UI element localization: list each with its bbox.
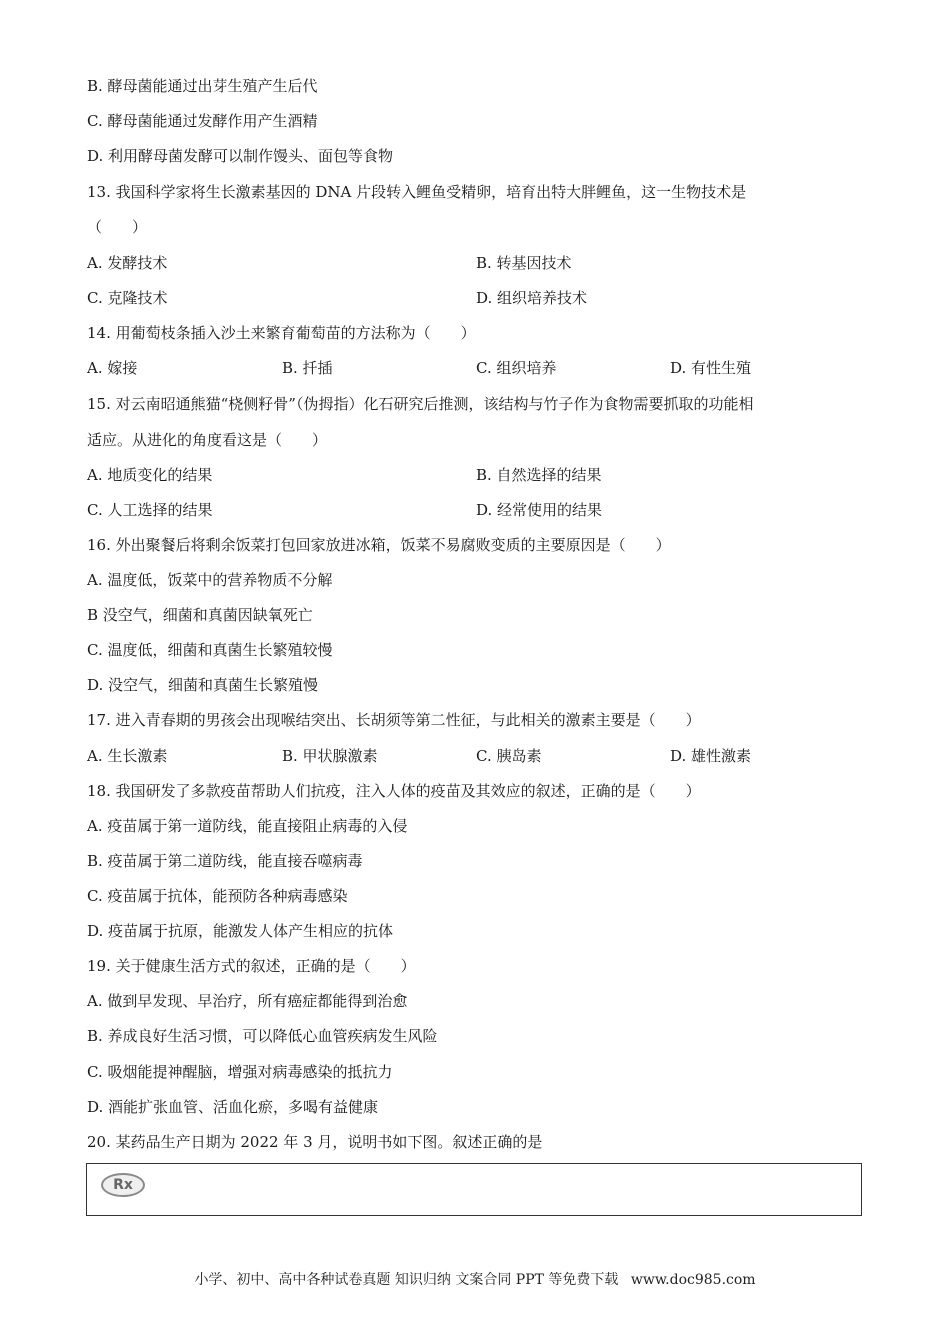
q14-option-b: B. 扦插 (282, 359, 333, 377)
q15-stem-cont: 适应。从进化的角度看这是（ ） (87, 431, 328, 449)
footer-url: www.doc985.com (630, 1272, 756, 1288)
q14-stem: 14. 用葡萄枝条插入沙土来繁育葡萄苗的方法称为（ ） (87, 324, 476, 342)
q17-option-b: B. 甲状腺激素 (282, 747, 378, 765)
q16-option-d: D. 没空气，细菌和真菌生长繁殖慢 (87, 676, 319, 694)
q16-option-a: A. 温度低，饭菜中的营养物质不分解 (87, 571, 333, 589)
q13-option-a: A. 发酵技术 (87, 254, 168, 272)
q12-option-c: C. 酵母菌能通过发酵作用产生酒精 (87, 112, 318, 130)
q15-stem: 15. 对云南昭通熊猫“桡侧籽骨”（伪拇指）化石研究后推测，该结构与竹子作为食物需要抓取的功能相 (87, 395, 754, 413)
q17-option-c: C. 胰岛素 (476, 747, 542, 765)
q16-option-c: C. 温度低，细菌和真菌生长繁殖较慢 (87, 641, 333, 659)
q16-stem: 16. 外出聚餐后将剩余饭菜打包回家放进冰箱，饭菜不易腐败变质的主要原因是（ ） (87, 536, 671, 554)
q20-stem: 20. 某药品生产日期为 2022 年 3 月，说明书如下图。叙述正确的是 (87, 1133, 543, 1151)
q15-option-c: C. 人工选择的结果 (87, 501, 213, 519)
q16-option-b: B 没空气，细菌和真菌因缺氧死亡 (87, 606, 313, 624)
q18-stem: 18. 我国研发了多款疫苗帮助人们抗疫，注入人体的疫苗及其效应的叙述，正确的是（ ） (87, 782, 701, 800)
page-footer (0, 1270, 950, 1290)
q18-option-b: B. 疫苗属于第二道防线，能直接吞噬病毒 (87, 852, 363, 870)
q13-stem: 13. 我国科学家将生长激素基因的 DNA 片段转入鲤鱼受精卵，培育出特大胖鲤鱼，这一生物技术是 (87, 183, 747, 201)
q18-option-c: C. 疫苗属于抗体，能预防各种病毒感染 (87, 887, 348, 905)
prescription-box (86, 1163, 862, 1216)
q15-option-b: B. 自然选择的结果 (476, 466, 602, 484)
q13-option-b: B. 转基因技术 (476, 254, 572, 272)
q19-option-c: C. 吸烟能提神醒脑，增强对病毒感染的抵抗力 (87, 1063, 393, 1081)
q18-option-a: A. 疫苗属于第一道防线，能直接阻止病毒的入侵 (87, 817, 408, 835)
footer-text: 小学、初中、高中各种试卷真题 知识归纳 文案合同 PPT 等免费下载 (194, 1272, 619, 1288)
q12-option-d: D. 利用酵母菌发酵可以制作馒头、面包等食物 (87, 147, 394, 165)
q13-stem-cont: （ ） (87, 218, 148, 236)
q14-option-d: D. 有性生殖 (670, 359, 752, 377)
q13-option-d: D. 组织培养技术 (476, 289, 588, 307)
rx-icon: Rx (101, 1173, 145, 1197)
q13-option-c: C. 克隆技术 (87, 289, 168, 307)
q19-option-b: B. 养成良好生活习惯，可以降低心血管疾病发生风险 (87, 1027, 438, 1045)
q14-option-c: C. 组织培养 (476, 359, 557, 377)
q14-option-a: A. 嫁接 (87, 359, 138, 377)
q15-option-a: A. 地质变化的结果 (87, 466, 213, 484)
q12-option-b: B. 酵母菌能通过出芽生殖产生后代 (87, 77, 318, 95)
q19-stem: 19. 关于健康生活方式的叙述，正确的是（ ） (87, 957, 416, 975)
q19-option-d: D. 酒能扩张血管、活血化瘀，多喝有益健康 (87, 1098, 379, 1116)
q17-stem: 17. 进入青春期的男孩会出现喉结突出、长胡须等第二性征，与此相关的激素主要是（ ） (87, 711, 701, 729)
q19-option-a: A. 做到早发现、早治疗，所有癌症都能得到治愈 (87, 992, 408, 1010)
q18-option-d: D. 疫苗属于抗原，能激发人体产生相应的抗体 (87, 922, 394, 940)
q17-option-a: A. 生长激素 (87, 747, 168, 765)
q15-option-d: D. 经常使用的结果 (476, 501, 603, 519)
q17-option-d: D. 雄性激素 (670, 747, 752, 765)
